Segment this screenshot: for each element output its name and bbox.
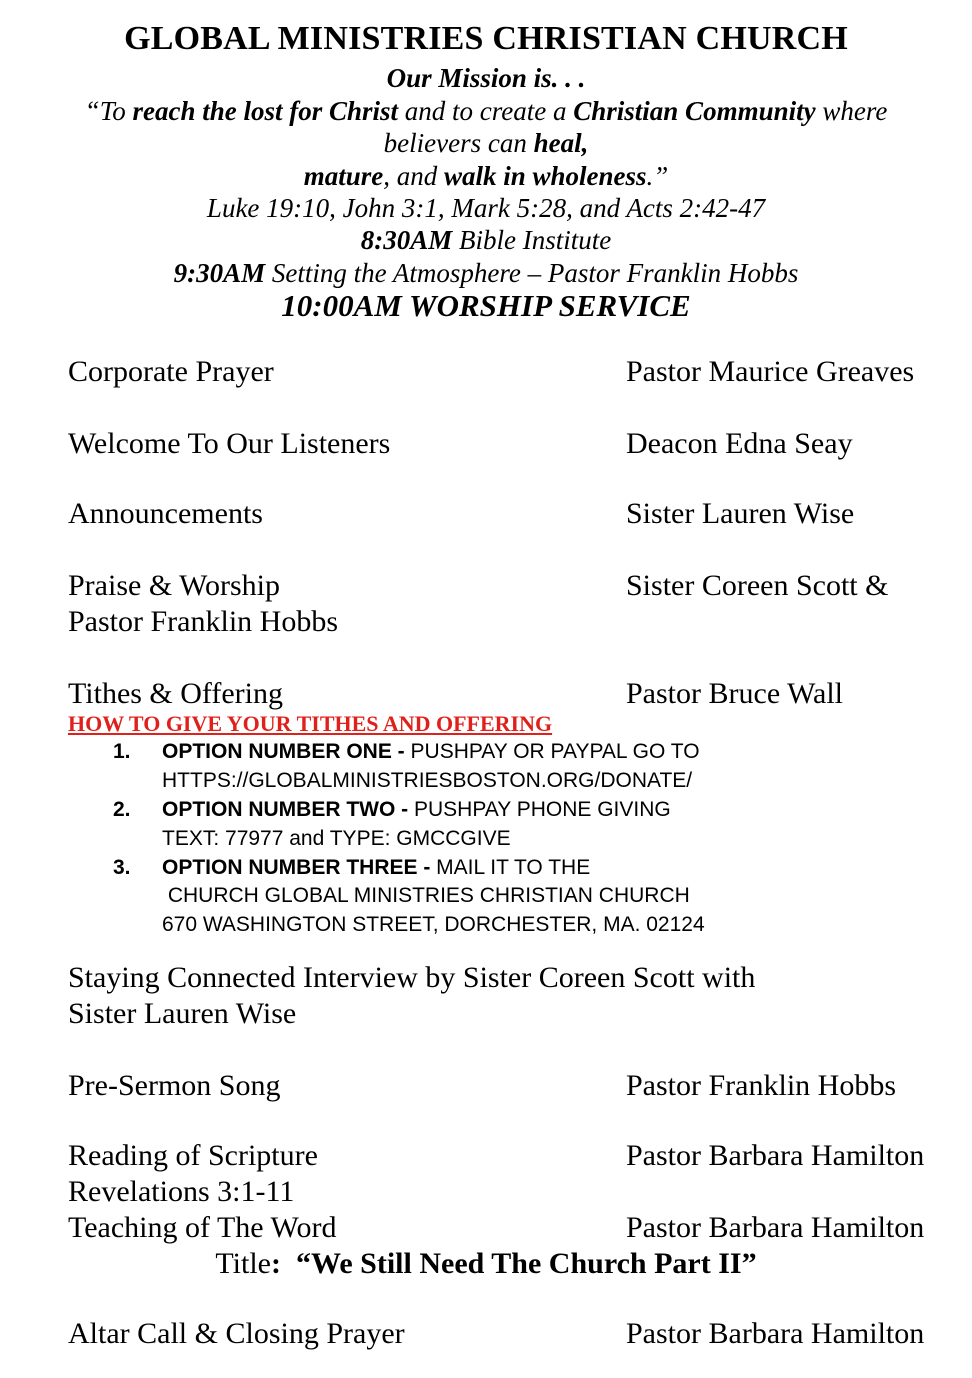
text-giving-instructions: TEXT: 77977 and TYPE: GMCCGIVE xyxy=(162,827,511,850)
mission-bold-1: reach the lost for Christ xyxy=(132,96,399,126)
worship-service-heading: 10:00AM WORSHIP SERVICE xyxy=(281,288,691,323)
teaching-item: Teaching of The Word xyxy=(68,1211,337,1244)
sermon-title xyxy=(0,1246,972,1282)
mission-text-4: , and xyxy=(383,161,444,191)
mission-bold-4: mature xyxy=(303,161,384,191)
praise-worship-person: Sister Coreen Scott & xyxy=(626,569,889,602)
altar-call-item: Altar Call & Closing Prayer xyxy=(68,1317,405,1350)
bible-institute xyxy=(0,224,972,256)
mission-line-3 xyxy=(0,160,972,192)
corporate-prayer-item: Corporate Prayer xyxy=(68,355,274,388)
mission-line-2 xyxy=(0,127,972,159)
mission-text-2: where xyxy=(815,96,888,126)
setting-atmosphere xyxy=(0,257,972,289)
option-1-number: 1. xyxy=(113,740,131,763)
option-3-text: MAIL IT TO THE xyxy=(436,856,591,879)
sermon-title-colon: : xyxy=(271,1247,296,1280)
giving-heading: HOW TO GIVE YOUR TITHES AND OFFERING xyxy=(68,711,553,736)
option-2-text: PUSHPAY PHONE GIVING xyxy=(413,798,671,821)
mission-quote-open: “To xyxy=(84,96,133,126)
altar-call-person: Pastor Barbara Hamilton xyxy=(626,1317,925,1350)
option-2-label: OPTION NUMBER TWO - xyxy=(162,798,414,821)
church-name: GLOBAL MINISTRIES CHRISTIAN CHURCH xyxy=(124,20,848,57)
sermon-title-text: “We Still Need The Church Part II” xyxy=(296,1247,757,1280)
tithes-offering-person: Pastor Bruce Wall xyxy=(626,677,843,710)
mail-recipient: CHURCH GLOBAL MINISTRIES CHRISTIAN CHURCH xyxy=(162,884,690,907)
option-3-number: 3. xyxy=(113,856,131,879)
reading-scripture-item: Reading of Scripture xyxy=(68,1139,318,1172)
mission-heading: Our Mission is. . . xyxy=(386,63,586,93)
praise-worship-person-2: Pastor Franklin Hobbs xyxy=(68,605,338,638)
option-2-number: 2. xyxy=(113,798,131,821)
option-3-line-1 xyxy=(162,853,590,882)
mission-text-5: .” xyxy=(646,161,669,191)
option-2-line-1 xyxy=(162,795,671,824)
welcome-person: Deacon Edna Seay xyxy=(626,427,853,460)
teaching-person: Pastor Barbara Hamilton xyxy=(626,1211,925,1244)
mission-bold-3: heal, xyxy=(533,128,589,158)
option-1-label: OPTION NUMBER ONE - xyxy=(162,740,411,763)
announcements-person: Sister Lauren Wise xyxy=(626,497,855,530)
sermon-title-label: Title xyxy=(215,1247,271,1280)
atmosphere-time: 9:30AM xyxy=(173,258,266,288)
mission-line-1 xyxy=(0,95,972,127)
tithes-offering-item: Tithes & Offering xyxy=(68,677,284,710)
scripture-references: Luke 19:10, John 3:1, Mark 5:28, and Acts 2:42-47 xyxy=(206,193,766,223)
option-1-line-1 xyxy=(162,737,700,766)
staying-connected-line-1: Staying Connected Interview by Sister Coreen Scott with xyxy=(68,961,756,994)
praise-worship-item: Praise & Worship xyxy=(68,569,281,602)
staying-connected-line-2: Sister Lauren Wise xyxy=(68,997,297,1030)
pre-sermon-person: Pastor Franklin Hobbs xyxy=(626,1069,896,1102)
option-3-label: OPTION NUMBER THREE - xyxy=(162,856,437,879)
bible-institute-time: 8:30AM xyxy=(360,225,453,255)
mail-address: 670 WASHINGTON STREET, DORCHESTER, MA. 02124 xyxy=(162,913,705,936)
mission-text-3: believers can xyxy=(383,128,534,158)
donate-url: HTTPS://GLOBALMINISTRIESBOSTON.ORG/DONATE/ xyxy=(162,769,693,792)
mission-text-1: and to create a xyxy=(398,96,574,126)
corporate-prayer-person: Pastor Maurice Greaves xyxy=(626,355,915,388)
mission-bold-5: walk in wholeness xyxy=(443,161,647,191)
announcements-item: Announcements xyxy=(68,497,263,530)
scripture-reading-reference: Revelations 3:1-11 xyxy=(68,1175,295,1208)
option-1-text: PUSHPAY OR PAYPAL GO TO xyxy=(410,740,700,763)
atmosphere-label: Setting the Atmosphere – Pastor Franklin Hobbs xyxy=(265,258,799,288)
bible-institute-label: Bible Institute xyxy=(452,225,612,255)
welcome-item: Welcome To Our Listeners xyxy=(68,427,391,460)
reading-scripture-person: Pastor Barbara Hamilton xyxy=(626,1139,925,1172)
mission-bold-2: Christian Community xyxy=(573,96,816,126)
pre-sermon-item: Pre-Sermon Song xyxy=(68,1069,281,1102)
